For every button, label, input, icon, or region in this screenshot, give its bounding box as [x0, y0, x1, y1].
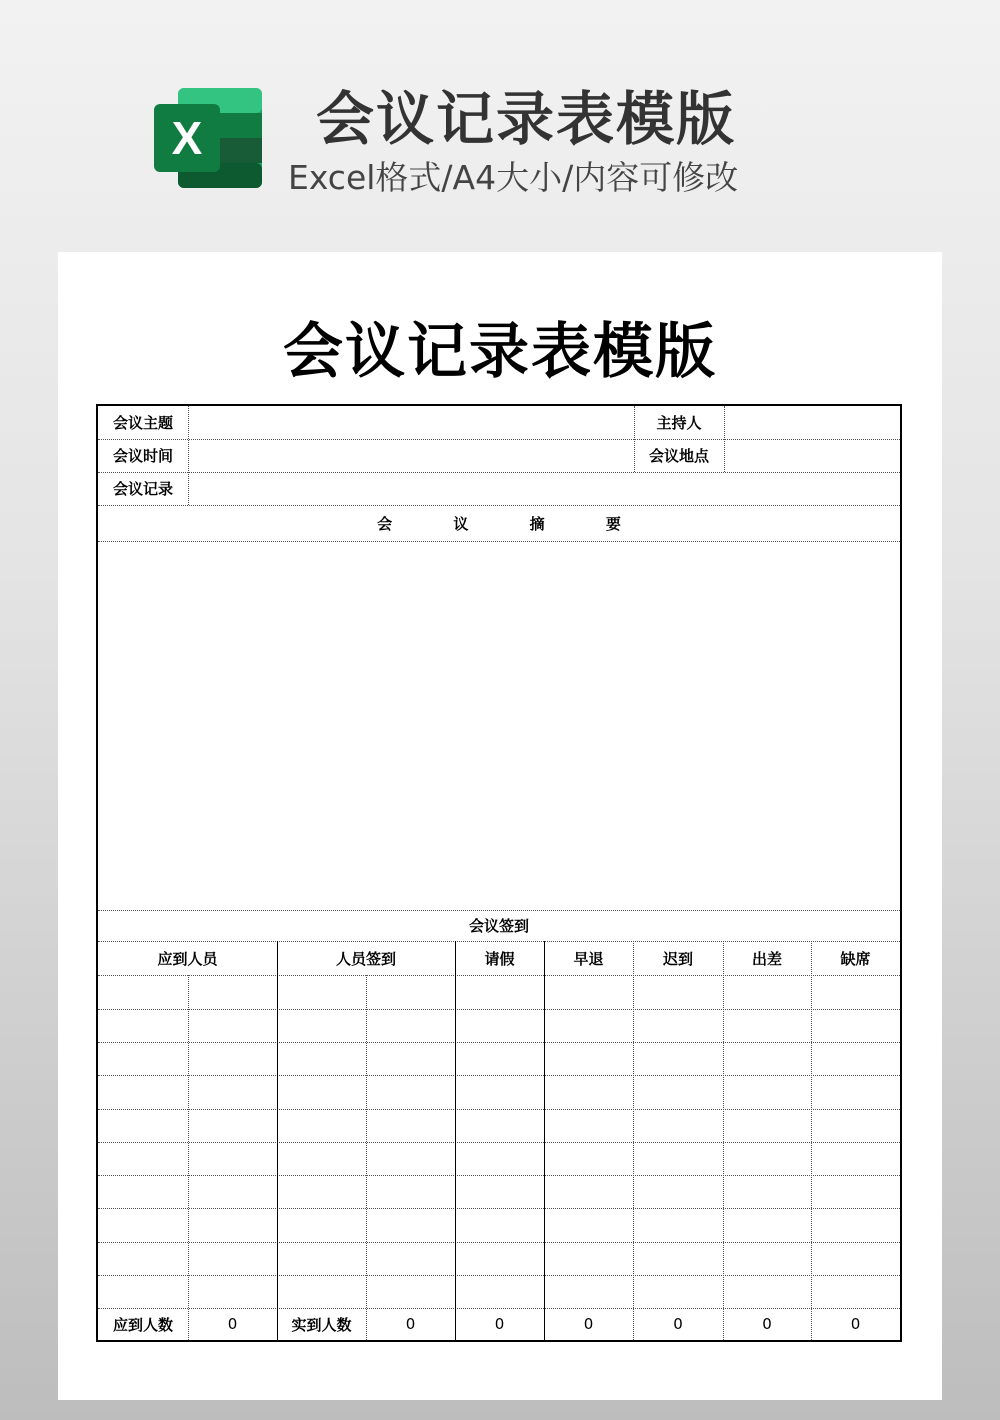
banner-subtitle: Excel格式/A4大小/内容可修改	[288, 158, 739, 197]
grid-line	[188, 975, 189, 1340]
expected-count-value: 0	[227, 1315, 238, 1333]
grid-line	[98, 1308, 900, 1309]
signin-header: 会议签到	[468, 917, 529, 935]
grid-line	[98, 439, 900, 440]
early-leave-count-value: 0	[583, 1315, 594, 1333]
banner-title: 会议记录表模版	[316, 85, 737, 153]
col-absent: 缺席	[840, 949, 871, 968]
grid-line	[98, 541, 900, 542]
grid-line	[98, 1208, 900, 1209]
grid-line	[366, 975, 367, 1340]
summary-header: 会 议 摘 要	[377, 514, 649, 533]
logo-letter: X	[171, 112, 203, 164]
grid-line	[634, 406, 635, 472]
grid-line	[98, 975, 900, 976]
col-business-trip: 出差	[751, 949, 782, 968]
grid-line	[811, 941, 812, 1340]
expected-count-label: 应到人数	[112, 1315, 173, 1334]
subject-label: 会议主题	[112, 414, 173, 432]
actual-count-value: 0	[405, 1315, 416, 1333]
grid-line	[98, 1275, 900, 1276]
time-label: 会议时间	[112, 447, 173, 465]
host-label: 主持人	[656, 414, 702, 432]
grid-line	[98, 1009, 900, 1010]
grid-line	[633, 941, 634, 1340]
grid-line	[98, 1142, 900, 1143]
col-early-leave: 早退	[573, 949, 604, 968]
grid-line	[277, 941, 278, 1340]
grid-line	[98, 1075, 900, 1076]
grid-line	[723, 941, 724, 1340]
grid-line	[724, 406, 725, 472]
subject-field[interactable]	[188, 406, 634, 439]
document-page	[58, 252, 942, 1400]
recorder-label: 会议记录	[112, 480, 173, 498]
grid-line	[98, 1242, 900, 1243]
meeting-record-table	[96, 404, 902, 1342]
grid-line	[98, 1042, 900, 1043]
grid-line	[98, 472, 900, 473]
grid-line	[188, 406, 189, 505]
excel-logo-icon	[152, 88, 264, 188]
location-label: 会议地点	[648, 447, 709, 465]
time-field[interactable]	[188, 439, 634, 472]
banner	[0, 0, 1000, 250]
summary-area[interactable]	[98, 541, 900, 910]
grid-line	[455, 941, 456, 1340]
absent-count-value: 0	[850, 1315, 861, 1333]
grid-line	[98, 910, 900, 911]
col-staff-signin: 人员签到	[335, 949, 396, 968]
grid-line	[98, 941, 900, 942]
location-field[interactable]	[724, 439, 900, 472]
grid-line	[98, 1175, 900, 1176]
document-title: 会议记录表模版	[283, 317, 717, 387]
actual-count-label: 实到人数	[291, 1315, 352, 1334]
grid-line	[98, 505, 900, 506]
late-count-value: 0	[673, 1315, 683, 1333]
leave-count-value: 0	[494, 1315, 505, 1333]
col-late: 迟到	[662, 949, 693, 968]
trip-count-value: 0	[762, 1315, 772, 1333]
recorder-field[interactable]	[188, 472, 900, 505]
host-field[interactable]	[724, 406, 900, 439]
col-expected-staff: 应到人员	[157, 949, 218, 968]
grid-line	[544, 941, 545, 1340]
grid-line	[98, 1109, 900, 1110]
col-leave: 请假	[484, 949, 515, 968]
